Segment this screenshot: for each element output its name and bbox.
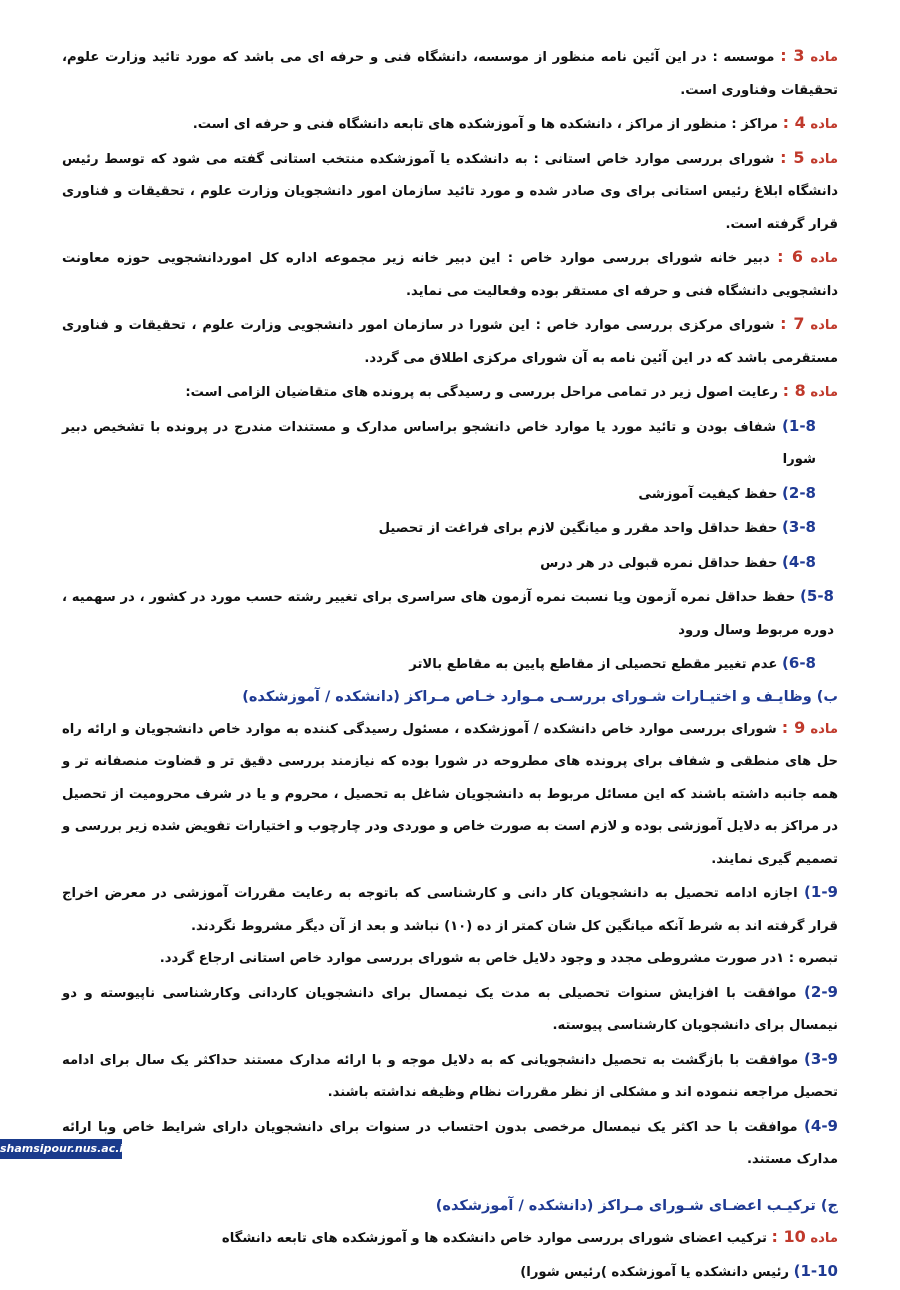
article-label: ماده 5 : [780,147,838,167]
article-8: ماده 8 : رعایت اصول زیر در تمامی مراحل بررسی و رسیدگی به پرونده های متقاضیان الزامی است: [185,381,838,400]
article-label: ماده 9 : [781,717,838,737]
article-label: ماده 7 : [780,314,838,333]
section-heading-b: ب) وظایـف و اختیـارات شـورای بررسـی مـوارد خـاص مـراکز (دانشکده / آموزشکده) [242,688,838,705]
article-10: ماده 10 : ترکیب اعضای شورای بررسی موارد خاص دانشکده ها و آموزشکده های تابعه دانشگاه [221,1226,838,1246]
article-5: ماده 5 : شورای بررسی موارد خاص استانی : به دانشکده یا آموزشکده منتخب استانی گفته می شود که توسط رئیس دانشگاه ابلاغ رئیس استانی برای وی صادر شده و مورد تائید سازمان امور دانشجویان وزارت علوم ، تحقیقات و فناوری قرار گرفته است. [62,147,838,232]
clause-8-6: 6-8) عدم تغییر مقطع تحصیلی از مقاطع پایین به مقاطع بالاتر [409,654,816,672]
clause-9-2: 2-9) موافقت با افزایش سنوات تحصیلی به مدت یک نیمسال برای دانشجویان کاردانی وکارشناسی ناپیوسته و دو نیمسال برای دانشجویان کارشناسی پیوسته. [62,982,838,1033]
clause-9-4: 4-9) موافقت با حد اکثر یک نیمسال مرخصی بدون احتساب در سنوات برای دانشجویان دارای شرایط خاص وبا ارائه مدارک مستند. [62,1116,838,1167]
article-label: ماده 3 : [780,46,839,65]
clause-8-2: 2-8) حفظ کیفیت آموزشی [638,483,816,502]
site-watermark: shamsipour.nus.ac.ir [0,1139,122,1159]
document-body [62,40,838,1290]
article-6: ماده 6 : دبیر خانه شورای بررسی موارد خاص : این دبیر خانه زیر مجموعه اداره کل اموردانشجویی حوزه معاونت دانشجویی دانشگاه فنی و حرفه ای مستقر بوده وفعالیت می نماید. [62,247,839,299]
article-label: ماده 6 : [777,247,839,266]
clause-8-5: 5-8) حفظ حداقل نمره آزمون ویا نسبت نمره آزمون های سراسری برای تغییر رشته حسب مورد در کشور ، در سهمیه ، دوره مربوط وسال ورود [62,587,834,638]
clause-9-3: 3-9) موافقت با بازگشت به تحصیل دانشجویانی که به دلایل موجه و با ارائه مدارک مستند حداکثر یک سال برای ادامه تحصیل مراجعه ننموده اند و مشکلی از نظر مقررات نظام وظیفه نداشته باشند. [62,1049,838,1100]
article-9: ماده 9 : شورای بررسی موارد خاص دانشکده / آموزشکده ، مسئول رسیدگی کننده به موارد خاص دانشجویان و ارائه راه حل های منطقی و شفاف برای پرونده های مطروحه در شورا بوده که نیازمند بررسی دقیق تر و قضاوت منصفانه تر و همه جانبه داشته باشند که این مسائل مربوط به دانشجویان شاغل به تحصیل ، محروم و یا در شرف محرومیت از تحصیل در مراکز به دلایل آموزشی بوده و لازم است به صورت خاص و موردی ودر چارچوب و اختیارات تفویض شده زیر بررسی و تصمیم گیری نمایند. [62,717,838,867]
article-7: ماده 7 : شورای مرکزی بررسی موارد خاص : این شورا در سازمان امور دانشجویی وزارت علوم ، تحقیقات و فناوری مستقرمی باشد که در این آئین نامه به آن شورای مرکزی اطلاق می گردد. [62,314,838,366]
clause-9-1: 1-9) اجازه ادامه تحصیل به دانشجویان کار دانی و کارشناسی که باتوجه به رعایت مقررات آموزشی در معرض اخراج قرار گرفته اند به شرط آنکه میانگین کل شان کمتر از ده (۱۰) نباشد و بعد از آن دیگر مشروط نگردند. [62,883,838,934]
note-1: تبصره : ۱در صورت مشروطی مجدد و وجود دلایل خاص به شورای بررسی موارد خاص استانی ارجاع گردد. [159,951,838,966]
clause-8-4: 4-8) حفظ حداقل نمره قبولی در هر درس [540,552,816,571]
clause-8-1: 1-8) شفاف بودن و تائید مورد یا موارد خاص دانشجو براساس مدارک و مستندات مندرج در پرونده با تشخیص دبیر شورا [62,416,816,467]
article-4: ماده 4 : مراکز : منظور از مراکز ، دانشکده ها و آموزشکده های تابعه دانشگاه فنی و حرفه ای است. [192,113,838,132]
article-3: ماده 3 : موسسه : در این آئین نامه منظور از موسسه، دانشگاه فنی و حرفه ای می باشد که مورد تائید وزارت علوم، تحقیقات وفناوری است. [62,46,839,98]
section-heading-c: ج) ترکیـب اعضـای شـورای مـراکز (دانشکده / آموزشکده) [435,1197,838,1214]
clause-8-3: 3-8) حفظ حداقل واحد مقرر و میانگین لازم برای فراغت از تحصیل [378,518,816,536]
article-label: ماده 8 : [782,381,838,400]
article-label: ماده 10 : [771,1226,838,1246]
clause-10-1: 1-10) رئیس دانشکده یا آموزشکده )رئیس شورا) [520,1262,838,1280]
article-label: ماده 4 : [782,113,838,132]
